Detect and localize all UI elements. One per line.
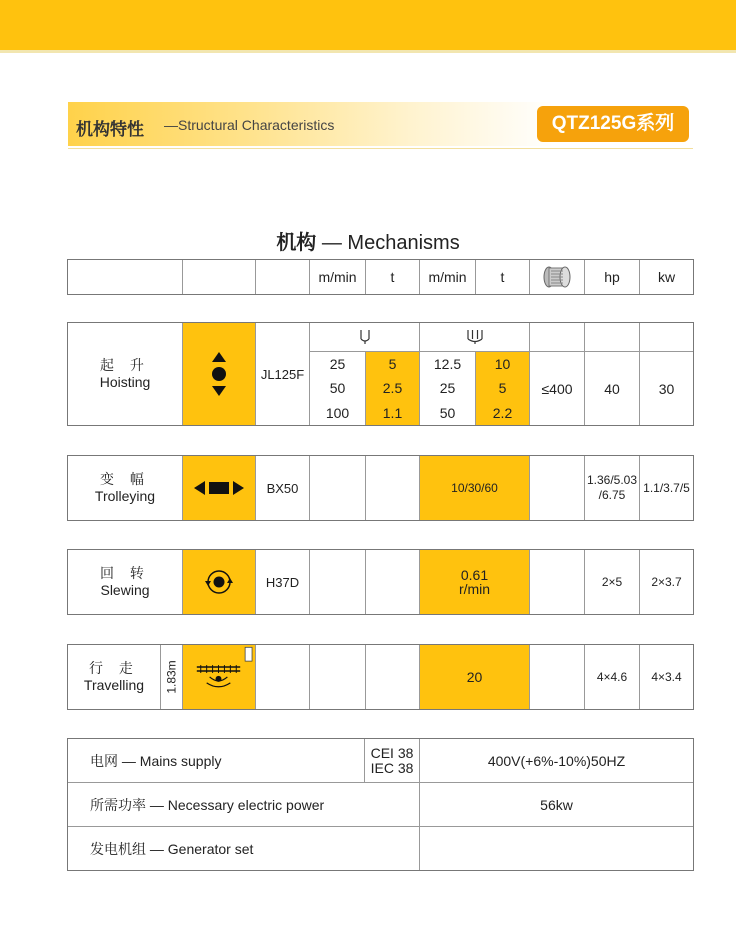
trolleying-hp-line2: /6.75 bbox=[598, 488, 626, 502]
trolleying-motor: BX50 bbox=[256, 456, 310, 520]
rail-bogie-icon bbox=[183, 645, 256, 709]
hoisting-row bbox=[67, 322, 694, 426]
mains-standard bbox=[365, 739, 420, 783]
hoisting-load-4fall-value: 10 bbox=[494, 355, 511, 372]
slewing-name bbox=[68, 550, 183, 614]
mechanisms-title-cn: 机构 bbox=[276, 232, 317, 254]
header-kw: kw bbox=[657, 269, 676, 285]
hoisting-speed-4fall-value: 12.5 bbox=[433, 355, 462, 372]
slewing-rope-blank bbox=[530, 550, 585, 614]
slewing-blank-2 bbox=[366, 550, 420, 614]
hoisting-speed-2fall-value: 25 bbox=[329, 355, 346, 372]
slewing-speed-value: 0.61 bbox=[460, 567, 489, 583]
header-blank-1 bbox=[68, 260, 183, 294]
hoisting-speed-4fall bbox=[420, 352, 476, 425]
trolleying-name-cn: 变 幅 bbox=[100, 470, 150, 487]
generator-value bbox=[420, 827, 693, 870]
top-rule bbox=[0, 50, 736, 53]
hoisting-rope-blank bbox=[530, 323, 585, 352]
header-hp: hp bbox=[585, 260, 640, 294]
hoisting-load-2fall-value: 5 bbox=[388, 355, 397, 372]
travelling-gauge-value: 1.83m bbox=[164, 660, 179, 694]
mains-standard-cei: CEI 38 bbox=[370, 744, 414, 761]
header-blank-2 bbox=[183, 260, 256, 294]
power-value: 56kw bbox=[420, 783, 693, 827]
slewing-hp: 2×5 bbox=[585, 550, 640, 614]
hoisting-motor: JL125F bbox=[256, 323, 310, 425]
trolleying-name bbox=[68, 456, 183, 520]
top-yellow-band bbox=[0, 0, 736, 50]
travelling-name bbox=[68, 645, 161, 709]
hoisting-speed-2fall bbox=[310, 352, 366, 425]
hoisting-speed-2fall-value: 50 bbox=[329, 380, 346, 397]
generator-label: 发电机组 — Generator set bbox=[68, 827, 420, 870]
series-badge: QTZ125G系列 bbox=[537, 106, 689, 142]
travelling-motor-blank bbox=[256, 645, 310, 709]
hoisting-name-cn: 起 升 bbox=[100, 356, 150, 373]
mechanisms-title-en: — Mechanisms bbox=[321, 232, 460, 254]
header-row bbox=[67, 259, 694, 295]
travelling-blank-1 bbox=[310, 645, 366, 709]
travelling-row bbox=[67, 644, 694, 710]
hoisting-name-en: Hoisting bbox=[99, 374, 151, 390]
hoisting-speed-2fall-value: 100 bbox=[325, 404, 350, 421]
trolleying-blank-2 bbox=[366, 456, 420, 520]
power-table bbox=[67, 738, 694, 871]
slewing-name-cn: 回 转 bbox=[100, 564, 150, 581]
wire-rope-drum-icon bbox=[530, 260, 585, 294]
section-title-en: —Structural Characteristics bbox=[164, 117, 335, 133]
power-label: 所需功率 — Necessary electric power bbox=[68, 783, 420, 827]
hoisting-speed-4fall-value: 50 bbox=[439, 404, 456, 421]
slewing-speed bbox=[420, 550, 530, 614]
four-fall-hook-icon bbox=[420, 323, 530, 352]
hoisting-kw-blank bbox=[640, 323, 693, 352]
trolleying-row bbox=[67, 455, 694, 521]
header-load-2: t bbox=[476, 260, 530, 294]
hoisting-rope: ≤400 bbox=[530, 352, 585, 425]
travelling-name-cn: 行 走 bbox=[89, 659, 139, 676]
two-fall-hook-icon bbox=[310, 323, 420, 352]
mechanisms-title bbox=[0, 226, 736, 255]
header-speed-2: m/min bbox=[420, 260, 476, 294]
section-header bbox=[68, 102, 693, 146]
mains-label: 电网 — Mains supply bbox=[68, 739, 365, 783]
trolleying-rope-blank bbox=[530, 456, 585, 520]
hoisting-load-4fall bbox=[476, 352, 530, 425]
travelling-rope-blank bbox=[530, 645, 585, 709]
hoisting-kw: 30 bbox=[658, 380, 675, 397]
hoisting-load-4fall-value: 5 bbox=[498, 380, 507, 397]
trolleying-blank-1 bbox=[310, 456, 366, 520]
travelling-gauge bbox=[161, 645, 183, 709]
trolleying-hp-line1: 1.36/5.03 bbox=[586, 473, 638, 487]
header-blank-3 bbox=[256, 260, 310, 294]
travelling-kw: 4×3.4 bbox=[651, 670, 682, 684]
trolleying-kw: 1.1/3.7/5 bbox=[643, 481, 690, 495]
header-speed-1: m/min bbox=[310, 260, 366, 294]
hoisting-load-2fall-value: 2.5 bbox=[382, 380, 403, 397]
trolleying-name-en: Trolleying bbox=[94, 488, 156, 504]
mains-value: 400V(+6%-10%)50HZ bbox=[420, 739, 693, 783]
hoisting-speed-4fall-value: 25 bbox=[439, 380, 456, 397]
trolleying-hp bbox=[585, 456, 640, 520]
left-right-arrows-icon bbox=[183, 456, 256, 520]
slewing-blank-1 bbox=[310, 550, 366, 614]
slewing-row bbox=[67, 549, 694, 615]
travelling-blank-2 bbox=[366, 645, 420, 709]
slewing-kw: 2×3.7 bbox=[651, 575, 682, 589]
hoisting-load-2fall-value: 1.1 bbox=[382, 404, 403, 421]
slewing-name-en: Slewing bbox=[100, 582, 150, 598]
hoisting-load-2fall bbox=[366, 352, 420, 425]
up-down-arrows-icon bbox=[183, 323, 256, 425]
header-load-1: t bbox=[366, 260, 420, 294]
hoisting-hp: 40 bbox=[585, 352, 640, 425]
slewing-speed-unit: r/min bbox=[458, 581, 491, 597]
travelling-speed: 20 bbox=[420, 645, 530, 709]
trolleying-speed: 10/30/60 bbox=[420, 456, 530, 520]
rotation-icon bbox=[183, 550, 256, 614]
hoisting-name bbox=[68, 323, 183, 425]
mains-standard-iec: IEC 38 bbox=[370, 759, 414, 776]
travelling-hp: 4×4.6 bbox=[585, 645, 640, 709]
slewing-motor: H37D bbox=[256, 550, 310, 614]
section-title-cn: 机构特性 bbox=[76, 120, 144, 139]
hoisting-hp-blank bbox=[585, 323, 640, 352]
travelling-name-en: Travelling bbox=[83, 677, 145, 693]
hoisting-load-4fall-value: 2.2 bbox=[492, 404, 513, 421]
section-rule bbox=[68, 148, 693, 149]
